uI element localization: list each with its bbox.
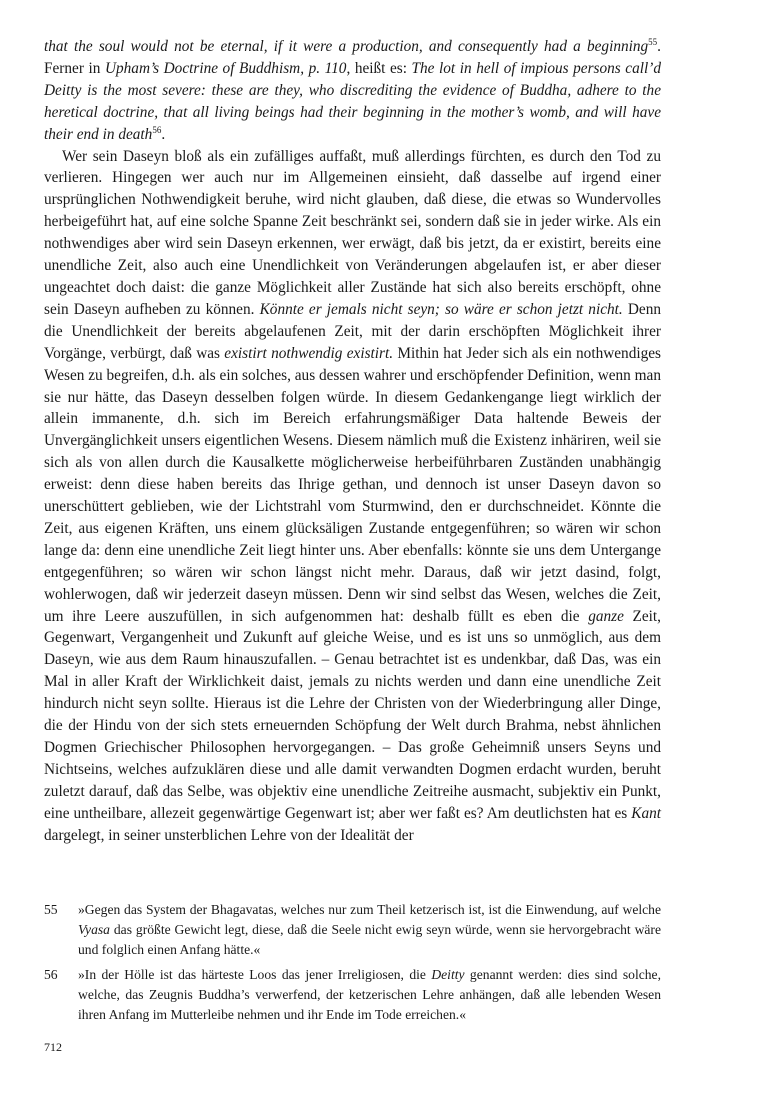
quote-english-2: The lot in hell of impious persons call’d Deitty is the most severe: these are they, who discrediting the evidence of Buddha, adhere to the heretical doctrine, that all living beings had their beginning in the mother’s womb, and will have their end in death (44, 59, 661, 143)
footnote-ref-55[interactable]: 55 (648, 36, 658, 47)
footnote-56 (44, 965, 661, 1026)
quote-english-1: that the soul would not be eternal, if it were a production, and consequently had a beginning (44, 38, 649, 55)
emphasis-ganze: ganze (588, 607, 624, 625)
emphasis-koennte: Könnte er jemals nicht seyn; so wäre er schon jetzt nicht. (259, 300, 623, 318)
page-number: 712 (44, 1040, 62, 1054)
footnote-number: 55 (44, 902, 58, 917)
paragraph-daseyn: Wer sein Daseyn bloß als ein zufälliges auffaßt, muß allerdings fürchten, es durch den Tod zu verlieren. Hingegen wer auch nur im Allgemeinen einsieht, daß dasselbe auf irgend einer ursprünglichen Nothwendigkeit beruhe, wird nicht glauben, daß diese, die etwas so Wundervolles herbeigeführt hat, auf eine solche Spanne Zeit beschränkt sei, sondern daß sie in jeder wirke. Als ein nothwendiges aber wird sein Daseyn erkennen, wer erwägt, daß bis jetzt, da er existirt, bereits eine unendliche Zeit, also auch eine Unendlichkeit von Veränderungen abgelaufen ist, er aber dieser ungeachtet doch daist: die ganze Möglichkeit aller Zustände hat sich also bereits erschöpft, ohne sein Daseyn aufheben zu können. Könnte er jemals nicht seyn; so wäre er schon jetzt nicht. Denn die Unendlichkeit der bereits abgelaufenen Zeit, mit der darin erschöpften Möglichkeit ihrer Vorgänge, verbürgt, daß was existirt nothwendig existirt. Mithin hat Jeder sich als ein nothwendiges Wesen zu begreifen, d.h. als ein solches, aus dessen wahrer und erschöpfender Definition, wenn man sie nur hätte, das Daseyn desselben folgen würde. In diesem Gedankengange liegt wirklich der allein immanente, d.h. sich im Bereich erfahrungsmäßiger Data haltende Beweis der Unvergänglichkeit unsers eigentlichen Wesens. Diesem nämlich muß die Existenz inhäriren, weil sie sich als von allen durch die Kausalkette möglicherweise herbeiführbaren Zuständen unabhängig erweist: denn diese haben bereits das Ihrige gethan, und dennoch ist unser Daseyn davon so unerschüttert geblieben, wie der Lichtstrahl vom Sturmwind, den er durchschneidet. Könnte die Zeit, aus eigenen Kräften, uns einem glücksäligen Zustande entgegenführen; so wären wir schon lange da: denn eine unendliche Zeit liegt hinter uns. Aber ebenfalls: könnte sie uns dem Untergange entgegenführen; so wären wir schon längst nicht mehr. Daraus, daß wir jetzt dasind, folgt, wohlerwogen, daß wir jederzeit daseyn müssen. Denn wir sind selbst das Wesen, welches die Zeit, um ihre Leere auszufüllen, in sich aufgenommen hat: deshalb füllt es eben die ganze Zeit, Gegenwart, Vergangenheit und Zukunft auf gleiche Weise, und es ist uns so unmöglich, aus dem Daseyn, wie aus dem Raum hinauszufallen. – Genau betrachtet ist es undenkbar, daß Das, was ein Mal in aller Kraft der Wirklichkeit daist, jemals zu nichts werden und dann eine unendliche Zeit hindurch nicht seyn sollte. Hieraus ist die Lehre der Christen von der Wiederbringung aller Dinge, die der Hindu von der sich stets erneuernden Schöpfung der Welt durch Brahma, nebst ähnlichen Dogmen Griechischer Philosophen hervorgegangen. – Das große Geheimniß unsers Seyns und Nichtseins, welches aufzuklären diese und alle damit verwandten Dogmen erdacht wurden, beruht zuletzt darauf, daß das Selbe, was objektiv eine unendliche Zeitreihe ausmacht, subjektiv ein Punkt, eine untheilbare, allezeit gegenwärtige Gegenwart ist; aber wer faßt es? Am deutlichsten hat es Kant dargelegt, in seiner unsterblichen Lehre von der Idealität der (44, 147, 661, 844)
footnote-number: 56 (44, 966, 58, 982)
paragraph-continued: that the soul would not be eternal, if it were a production, and consequently had a beginning$^{55}$. Ferner in Upham’s Doctrine of Buddhism, p. 110, heißt es: The lot in hell of impious persons call’d Deitty is the most severe: these are they, who discrediting the evidence of Buddha, adhere to the heretical doctrine, that all living beings had their beginning in the mother’s womb, and will have their end in death$^{56}$. (44, 36, 661, 143)
footnotes (44, 900, 661, 1029)
main-text (44, 36, 661, 847)
footnote-ref-56[interactable]: 56 (152, 124, 162, 135)
emphasis-kant: Kant (631, 804, 661, 822)
emphasis-existirt: existirt nothwendig existirt. (224, 344, 394, 362)
footnote-55 (44, 900, 661, 961)
citation-upham: Upham’s Doctrine of Buddhism, p. 110 (104, 59, 347, 77)
footnote-text: »In der Hölle ist das härteste Loos das jener Irreligiosen, die Deitty genannt werden: dies sind solche, welche, das Zeugnis Buddha’s verwerfend, der ketzerischen Lehre anhängen, daß alle lebenden Wesen ihren Anfang im Mutterleibe nehmen und ihr Ende im Tode erreichen.« (78, 966, 661, 1023)
footnote-text: »Gegen das System der Bhagavatas, welches nur zum Theil ketzerisch ist, ist die Einwendung, auf welche Vyasa das größte Gewicht legt, diese, daß die Seele nicht ewig seyn würde, wenn sie hervorgebracht wäre und folglich einen Anfang hätte.« (78, 902, 661, 958)
